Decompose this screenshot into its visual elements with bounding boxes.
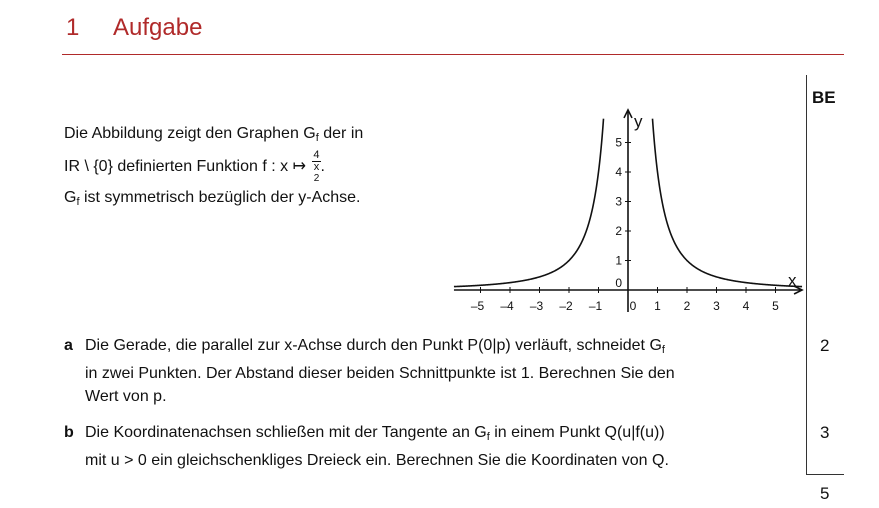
be-total: 5	[820, 484, 830, 503]
x-tick-label: –5	[470, 299, 485, 313]
y-tick-label: 5	[615, 135, 622, 150]
intro-text	[64, 118, 363, 214]
task-a-text: Die Gerade, die parallel zur x-Achse durch den Punkt P(0|p) verläuft, schneidet $G_f$ in zwei Punkten. Der Abstand dieser beiden Schnittpunkte ist 1. Berechnen Sie den Wert von p.	[85, 337, 675, 405]
x-tick-label: 4	[742, 299, 750, 313]
x-tick-label: 0	[629, 299, 637, 313]
curve-branch-right	[652, 119, 802, 287]
be-column-bottom-line	[806, 474, 844, 475]
section-title: Aufgabe	[113, 14, 203, 41]
task-b-letter: b	[64, 424, 74, 441]
x-tick-label: 3	[713, 299, 720, 313]
y-tick-label: 3	[615, 194, 622, 209]
header-rule	[62, 54, 844, 55]
x-tick-label: 1	[654, 299, 661, 313]
y-tick-label: 1	[615, 253, 622, 268]
x-tick-label: 2	[683, 299, 691, 313]
y-tick-label: 0	[615, 276, 622, 290]
x-tick-label: 5	[772, 299, 779, 313]
task-b-points: 3	[820, 423, 830, 442]
y-axis-label: y	[634, 111, 643, 131]
task-a-letter: a	[64, 337, 73, 354]
x-tick-label: –4	[500, 299, 514, 313]
task-a-points: 2	[820, 336, 830, 355]
function-graph	[440, 108, 805, 320]
section-number: 1	[66, 14, 80, 41]
be-column-header: BE	[812, 88, 836, 107]
x-tick-label: –3	[529, 299, 544, 313]
y-tick-label: 4	[615, 165, 622, 179]
function-fraction: 4 x 2	[313, 149, 320, 184]
curve-branch-left	[454, 119, 604, 287]
task-b-text: Die Koordinatenachsen schließen mit der Tangente an $G_f$ in einem Punkt Q(u|f(u)) mit u > 0 ein gleichschenkliges Dreieck ein. Berechnen Sie die Koordinaten von Q.	[85, 424, 669, 469]
section-header	[66, 14, 202, 42]
intro-line-3: $G_f$ ist symmetrisch bezüglich der y-Achse.	[64, 189, 361, 208]
y-tick-label: 2	[615, 224, 622, 238]
intro-line-1: Die Abbildung zeigt den Graphen $G_f$ der in	[64, 125, 364, 144]
x-axis-label: x	[788, 271, 797, 290]
x-tick-label: –2	[559, 299, 573, 313]
x-tick-label: –1	[588, 299, 603, 313]
be-column-line	[806, 75, 807, 475]
intro-line-2: IR \ {0} definierten Funktion f : x ↦ 4 x 2 .	[64, 149, 325, 184]
